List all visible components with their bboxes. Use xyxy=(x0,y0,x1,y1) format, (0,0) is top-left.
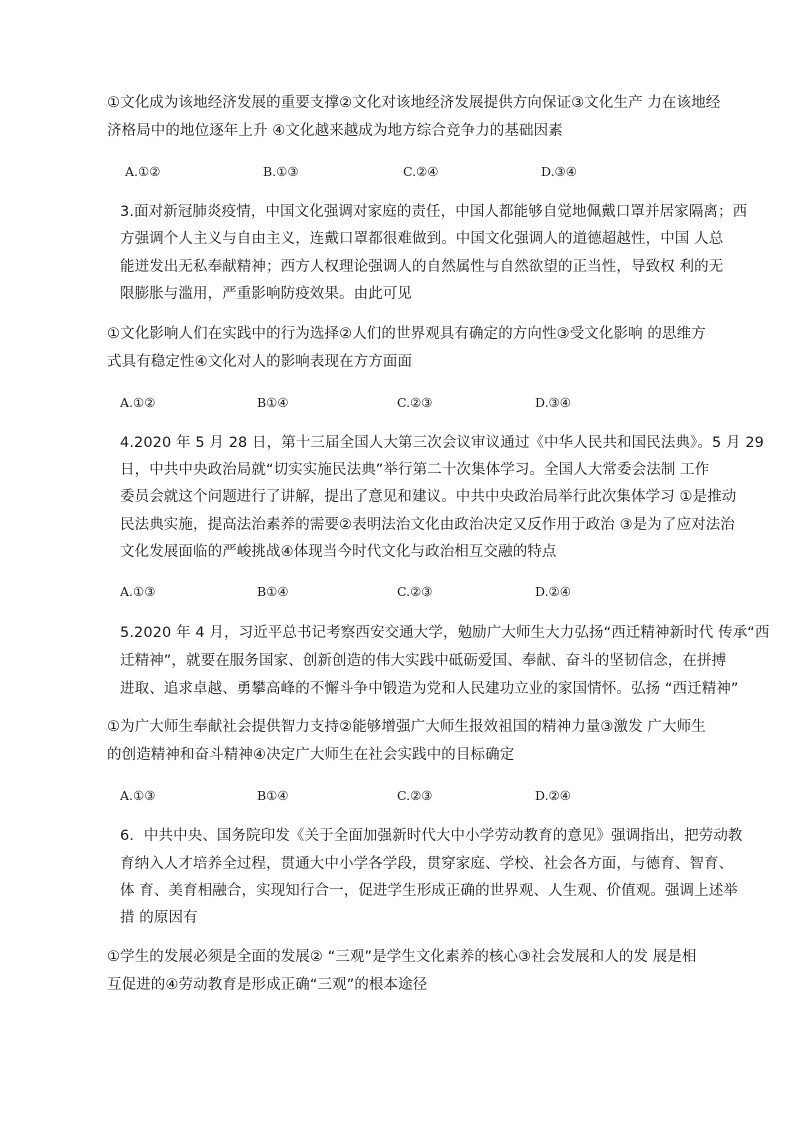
q4-stem-line-3: 委员会就这个问题进行了讲解，提出了意见和建议。中共中央政治局举行此次集体学习 ①是推动 xyxy=(120,489,737,505)
q4-option-c: C.②③ xyxy=(397,584,433,599)
q5-choice-line-2: 的创造精神和奋斗精神④决定广大师生在社会实践中的目标确定 xyxy=(107,747,515,763)
q4-stem-line-2: 日，中共中央政治局就“切实实施民法典”举行第二十次集体学习。全国人大常委会法制 工作 xyxy=(120,462,710,478)
q4-option-a: A.①③ xyxy=(120,584,156,599)
q4-stem-line-5: 文化发展面临的严峻挑战④体现当今时代文化与政治相互交融的特点 xyxy=(120,544,557,560)
q3-option-c: C.②③ xyxy=(397,395,433,410)
q3-choice-line-1: ①文化影响人们在实践中的行为选择②人们的世界观具有确定的方向性③受文化影响 的思维方 xyxy=(107,326,706,342)
q3-stem-line-2: 方强调个人主义与自由主义，连戴口罩都很难做到。中国文化强调人的道德超越性，中国 人总 xyxy=(120,231,724,247)
q3-stem-line-3: 能迸发出无私奉献精神；西方人权理论强调人的自然属性与自然欲望的正当性，导致权 利的无 xyxy=(120,259,724,275)
q3-option-b: B①④ xyxy=(257,395,289,410)
q3-choice-line-2: 式具有稳定性④文化对人的影响表现在方方面面 xyxy=(107,354,413,370)
q5-stem-line-3: 进取、追求卓越、勇攀高峰的不懈斗争中锻造为党和人民建功立业的家国情怀。弘扬 “西迁精神” xyxy=(120,681,739,697)
q4-stem-line-4: 民法典实施，提高法治素养的需要②表明法治文化由政治决定又反作用于政治 ③是为了应对法治 xyxy=(120,517,735,533)
q3-option-a: A.①② xyxy=(120,395,156,410)
q2-choice-line-1: ①文化成为该地经济发展的重要支撑②文化对该地经济发展提供方向保证③文化生产 力在该地经 xyxy=(107,95,721,111)
q5-stem-line-2: 迁精神”，就要在服务国家、创新创造的伟大实践中砥砺爱国、奉献、奋斗的坚韧信念，在拼搏 xyxy=(120,653,727,669)
q5-option-a: A.①③ xyxy=(120,788,156,803)
q6-stem-line-1: 6．中共中央、国务院印发《关于全面加强新时代大中小学劳动教育的意见》强调指出，把劳动教 xyxy=(120,828,743,844)
q5-option-d: D.②④ xyxy=(535,788,571,803)
q2-option-d: D.③④ xyxy=(541,164,577,179)
q5-choice-line-1: ①为广大师生奉献社会提供智力支持②能够增强广大师生报效祖国的精神力量③激发 广大师生 xyxy=(107,719,706,735)
q6-stem-line-2: 育纳入人才培养全过程，贯通大中小学各学段，贯穿家庭、学校、社会各方面，与德育、智育、 xyxy=(120,856,734,872)
q6-choice-line-2: 互促进的④劳动教育是形成正确“三观”的根本途径 xyxy=(107,977,428,993)
q6-stem-line-4: 措 的原因有 xyxy=(120,910,198,926)
q2-option-a: A.①② xyxy=(125,164,161,179)
q2-option-b: B.①③ xyxy=(263,164,299,179)
q5-option-b: B①④ xyxy=(257,788,289,803)
q2-choice-line-2: 济格局中的地位逐年上升 ④文化越来越成为地方综合竞争力的基础因素 xyxy=(107,123,563,139)
q6-stem-line-3: 体 育、美育相融合，实现知行合一，促进学生形成正确的世界观、人生观、价值观。强调上述举 xyxy=(120,883,738,899)
q4-option-d: D.②④ xyxy=(535,584,571,599)
q4-option-b: B①④ xyxy=(257,584,289,599)
q2-option-c: C.②④ xyxy=(403,164,439,179)
q5-option-c: C.②③ xyxy=(397,788,433,803)
q6-choice-line-1: ①学生的发展必须是全面的发展② “三观”是学生文化素养的核心③社会发展和人的发 展是相 xyxy=(107,949,697,965)
q5-stem-line-1: 5.2020 年 4 月，习近平总书记考察西安交通大学，勉励广大师生大力弘扬“西迁精神新时代 传承“西 xyxy=(120,625,770,641)
q3-option-d: D.③④ xyxy=(535,395,571,410)
q3-stem-line-4: 限膨胀与滥用，严重影响防疫效果。由此可见 xyxy=(120,286,412,302)
q4-stem-line-1: 4.2020 年 5 月 28 日，第十三届全国人大第三次会议审议通过《中华人民共和国民法典》。5 月 29 xyxy=(120,435,764,451)
q3-stem-line-1: 3.面对新冠肺炎疫情，中国文化强调对家庭的责任，中国人都能够自觉地佩戴口罩并居家隔离；西 xyxy=(120,204,748,220)
